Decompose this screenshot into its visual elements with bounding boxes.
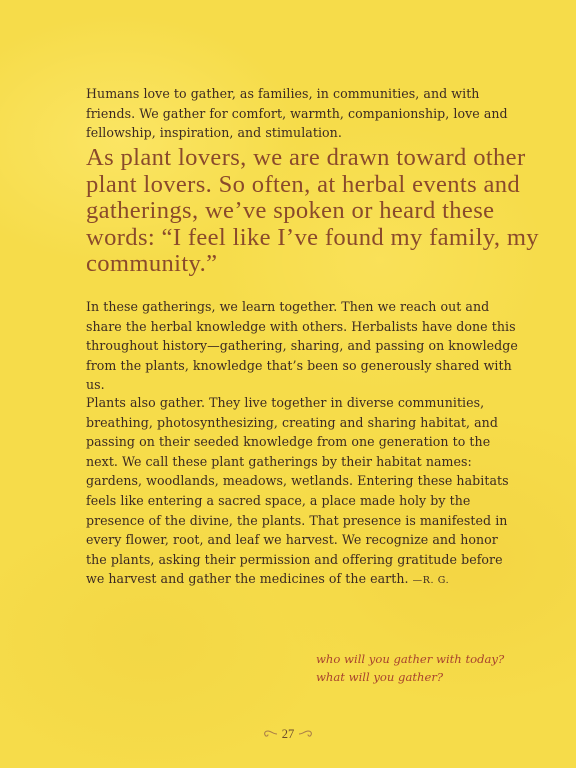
swirl-ornament-left-icon <box>262 729 278 739</box>
closing-question-2: what will you gather? <box>316 670 444 685</box>
paragraph-intro <box>86 84 518 143</box>
paragraph-plants <box>86 393 518 591</box>
paragraph-learning <box>86 297 518 395</box>
pull-quote: As plant lovers, we are drawn toward other plant lovers. So often, at herbal events and gatherings, we’ve spoken or heard these words: “I feel like I’ve found my family, my community.” <box>86 144 539 278</box>
paragraph-plants-body: Plants also gather. They live together in diverse communities, breathing, photosynthesizing, creating and sharing habitat, and passing on their seeded knowledge from one generation to the next. We call these plant gatherings by their habitat names: gardens, woodlands, meadows, wetlands. Entering these habitats feels like entering a sacred space, a place made holy by the presence of the divine, the plants. That presence is manifested in every flower, root, and leaf we harvest. We recognize and honor the plants, asking their permission and offering gratitude before we harvest and gather the medicines of the earth. <box>86 395 509 587</box>
paragraph-intro-text: Humans love to gather, as families, in communities, and with friends. We gather for comfort, warmth, companionship, love and fellowship, inspiration, and stimulation. <box>86 86 508 141</box>
page-number: 27 <box>281 726 295 741</box>
closing-question-1: who will you gather with today? <box>316 652 505 666</box>
swirl-ornament-right-icon <box>298 729 314 739</box>
author-signature: —R. G. <box>412 575 450 587</box>
paragraph-learning-text: In these gatherings, we learn together. Then we reach out and share the herbal knowledge with others. Herbalists have done this throughout history—gathering, sharing, and passing on knowledge from the plants, knowledge that’s been so generously shared with us. <box>86 299 518 393</box>
closing-questions <box>316 650 556 687</box>
page-folio <box>258 724 318 744</box>
paragraph-plants-text <box>86 393 518 591</box>
